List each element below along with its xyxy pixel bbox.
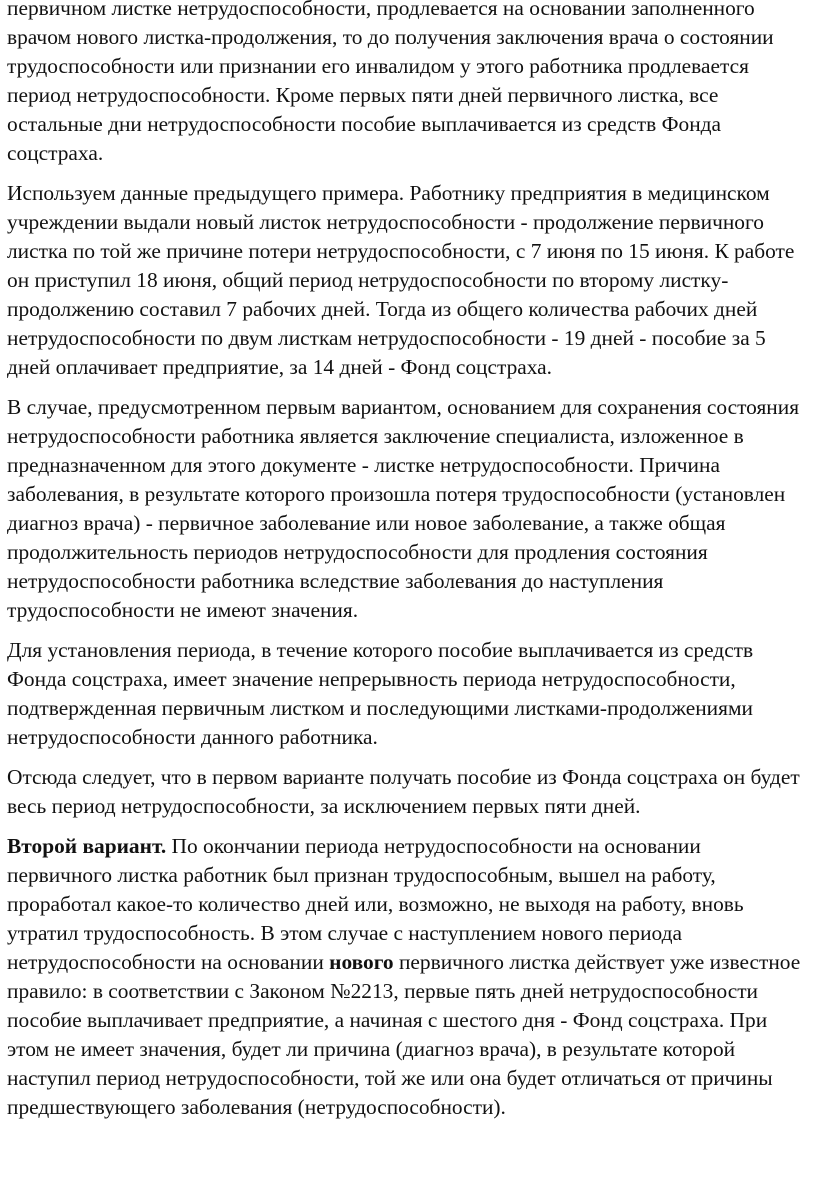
paragraph-6 [7,832,810,1122]
bold-lead: Второй вариант. [7,834,167,858]
paragraph-2: Используем данные предыдущего примера. Работнику предприятия в медицинском учреждении выдали новый листок нетрудоспособности - продолжение первичного листка по той же причине потери нетрудоспособности, с 7 июня по 15 июня. К работе он приступил 18 июня, общий период нетрудоспособности по второму листку-продолжению составил 7 рабочих дней. Тогда из общего количества рабочих дней нетрудоспособности по двум листкам нетрудоспособности - 19 дней - пособие за 5 дней оплачивает предприятие, за 14 дней - Фонд соцстраха. [7,181,795,379]
paragraph-3: В случае, предусмотренном первым вариантом, основанием для сохранения состояния нетрудоспособности работника является заключение специалиста, изложенное в предназначенном для этого документе - листке нетрудоспособности. Причина заболевания, в результате которого произошла потеря трудоспособности (установлен диагноз врача) - первичное заболевание или новое заболевание, а также общая продолжительность периодов нетрудоспособности для продления состояния нетрудоспособности работника вследствие заболевания до наступления трудоспособности не имеют значения. [7,395,800,622]
paragraph-1: первичном листке нетрудоспособности, продлевается на основании заполненного врачом нового листка-продолжения, то до получения заключения врача о состоянии трудоспособности или признании его инвалидом у этого работника продлевается период нетрудоспособности. Кроме первых пяти дней первичного листка, все остальные дни нетрудоспособности пособие выплачивается из средств Фонда соцстраха. [7,0,774,165]
paragraph-6-text-b: первичного листка действует уже известное правило: в соответствии с Законом №2213, первые пять дней нетрудоспособности пособие выплачивает предприятие, а начиная с шестого дня - Фонд соцстраха. При этом не имеет значения, будет ли причина (диагноз врача), в результате которой наступил период нетрудоспособности, той же или она будет отличаться от причины предшествующего заболевания (нетрудоспособности). [7,950,801,1119]
bold-word: нового [329,950,394,974]
paragraph-4: Для установления периода, в течение которого пособие выплачивается из средств Фонда соцстраха, имеет значение непрерывность периода нетрудоспособности, подтвержденная первичным листком и последующими листками-продолжениями нетрудоспособности данного работника. [7,638,754,749]
paragraph-6-text-a: По окончании периода нетрудоспособности на основании первичного листка работник был признан трудоспособным, вышел на работу, проработал какое-то количество дней или, возможно, не выходя на работу, вновь утратил трудоспособность. В этом случае с наступлением нового периода нетрудоспособности на основании [7,834,744,974]
paragraph-5: Отсюда следует, что в первом варианте получать пособие из Фонда соцстраха он будет весь период нетрудоспособности, за исключением первых пяти дней. [7,765,800,818]
